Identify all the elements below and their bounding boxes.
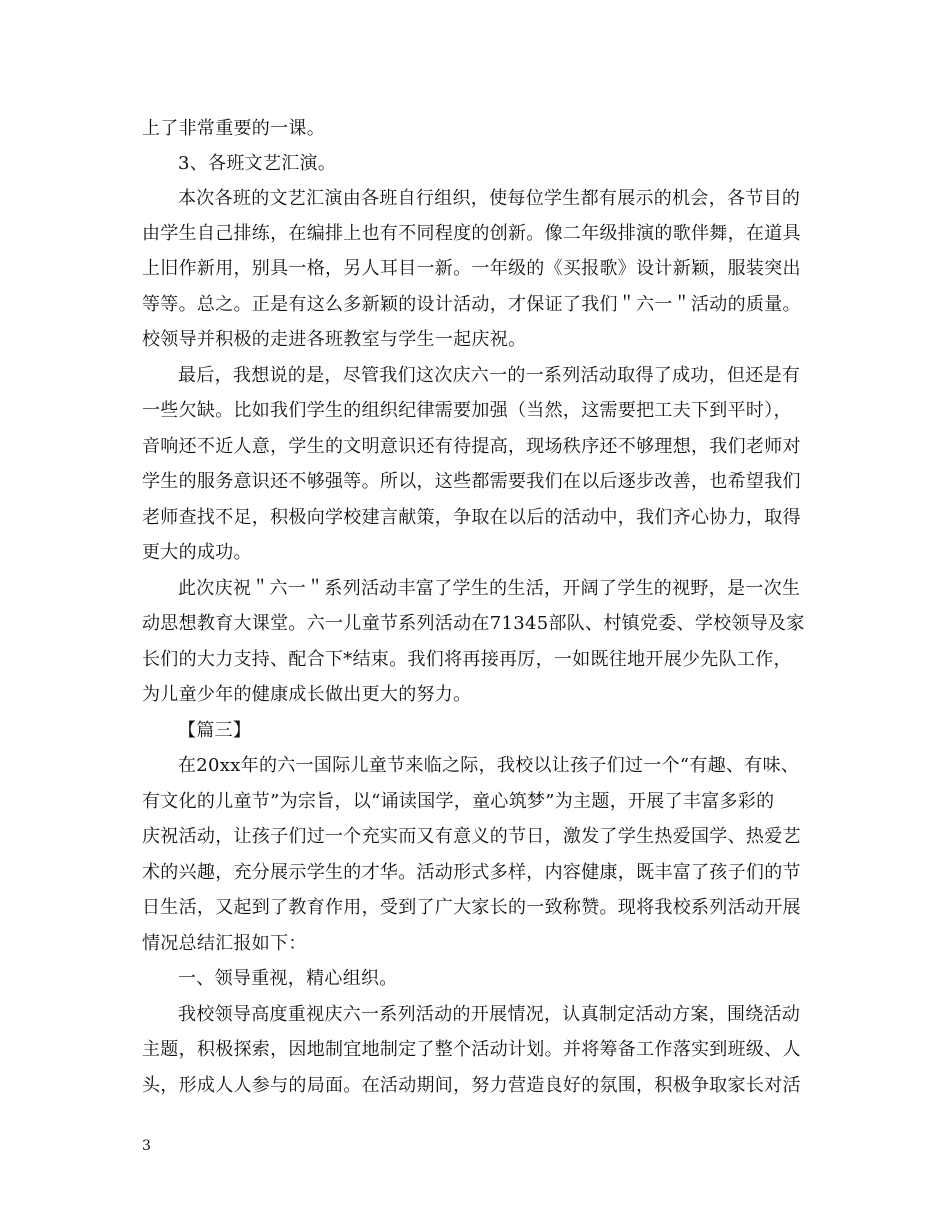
text-line: 我校领导高度重视庆六一系列活动的开展情况，认真制定活动方案，围绕活动	[178, 1004, 801, 1025]
page-number: 3	[142, 1138, 151, 1154]
text-line: 等等。总之。正是有这么多新颖的设计活动，才保证了我们＂六一＂活动的质量。	[142, 294, 801, 315]
text-line: 学生的服务意识还不够强等。所以，这些都需要我们在以后逐步改善，也希望我们	[142, 471, 801, 492]
text-line: 长们的大力支持、配合下*结束。我们将再接再厉，一如既往地开展少先队工作，	[142, 649, 792, 670]
text-line: 在20xx年的六一国际儿童节来临之际，我校以让孩子们过一个“有趣、有味、	[178, 755, 800, 776]
text-line: 有文化的儿童节”为宗旨，以“诵读国学，童心筑梦”为主题，开展了丰富多彩的	[142, 791, 775, 812]
text-line: 动思想教育大课堂。六一儿童节系列活动在71345部队、村镇党委、学校领导及家	[142, 613, 805, 634]
text-line: 庆祝活动，让孩子们过一个充实而又有意义的节日，激发了学生热爱国学、热爱艺	[142, 826, 801, 847]
text-line: 校领导并积极的走进各班教室与学生一起庆祝。	[142, 329, 527, 350]
text-line: 上了非常重要的一课。	[142, 118, 325, 139]
text-line: 最后，我想说的是，尽管我们这次庆六一的一系列活动取得了成功，但还是有	[178, 365, 801, 386]
text-line: 头，形成人人参与的局面。在活动期间，努力营造良好的氛围，积极争取家长对活	[142, 1075, 801, 1096]
text-line: 上旧作新用，别具一格，另人耳目一新。一年级的《买报歌》设计新颖，服装突出	[142, 258, 801, 279]
text-line: 一些欠缺。比如我们学生的组织纪律需要加强（当然，这需要把工夫下到平时），	[142, 400, 792, 421]
text-line: 日生活，又起到了教育作用，受到了广大家长的一致称赞。现将我校系列活动开展	[142, 897, 801, 918]
text-line: 为儿童少年的健康成长做出更大的努力。	[142, 684, 472, 705]
text-line: 本次各班的文艺汇演由各班自行组织，使每位学生都有展示的机会，各节目的	[178, 188, 801, 209]
text-line: 老师查找不足，积极向学校建言献策，争取在以后的活动中，我们齐心协力，取得	[142, 507, 801, 528]
section-heading: 【篇三】	[178, 720, 252, 741]
text-line: 情况总结汇报如下：	[142, 933, 307, 954]
text-line: 术的兴趣，充分展示学生的才华。活动形式多样，内容健康，既丰富了孩子们的节	[142, 862, 801, 883]
text-line: 更大的成功。	[142, 542, 252, 563]
text-line: 主题，积极探索，因地制宜地制定了整个活动计划。并将筹备工作落实到班级、人	[142, 1039, 801, 1060]
text-line: 音响还不近人意，学生的文明意识还有待提高，现场秩序还不够理想，我们老师对	[142, 436, 801, 457]
text-line: 此次庆祝＂六一＂系列活动丰富了学生的生活，开阔了学生的视野，是一次生	[178, 578, 801, 599]
subheading: 一、领导重视，精心组织。	[178, 968, 398, 989]
text-line: 3、各班文艺汇演。	[178, 153, 337, 174]
text-line: 由学生自己排练，在编排上也有不同程度的创新。像二年级排演的歌伴舞，在道具	[142, 223, 801, 244]
